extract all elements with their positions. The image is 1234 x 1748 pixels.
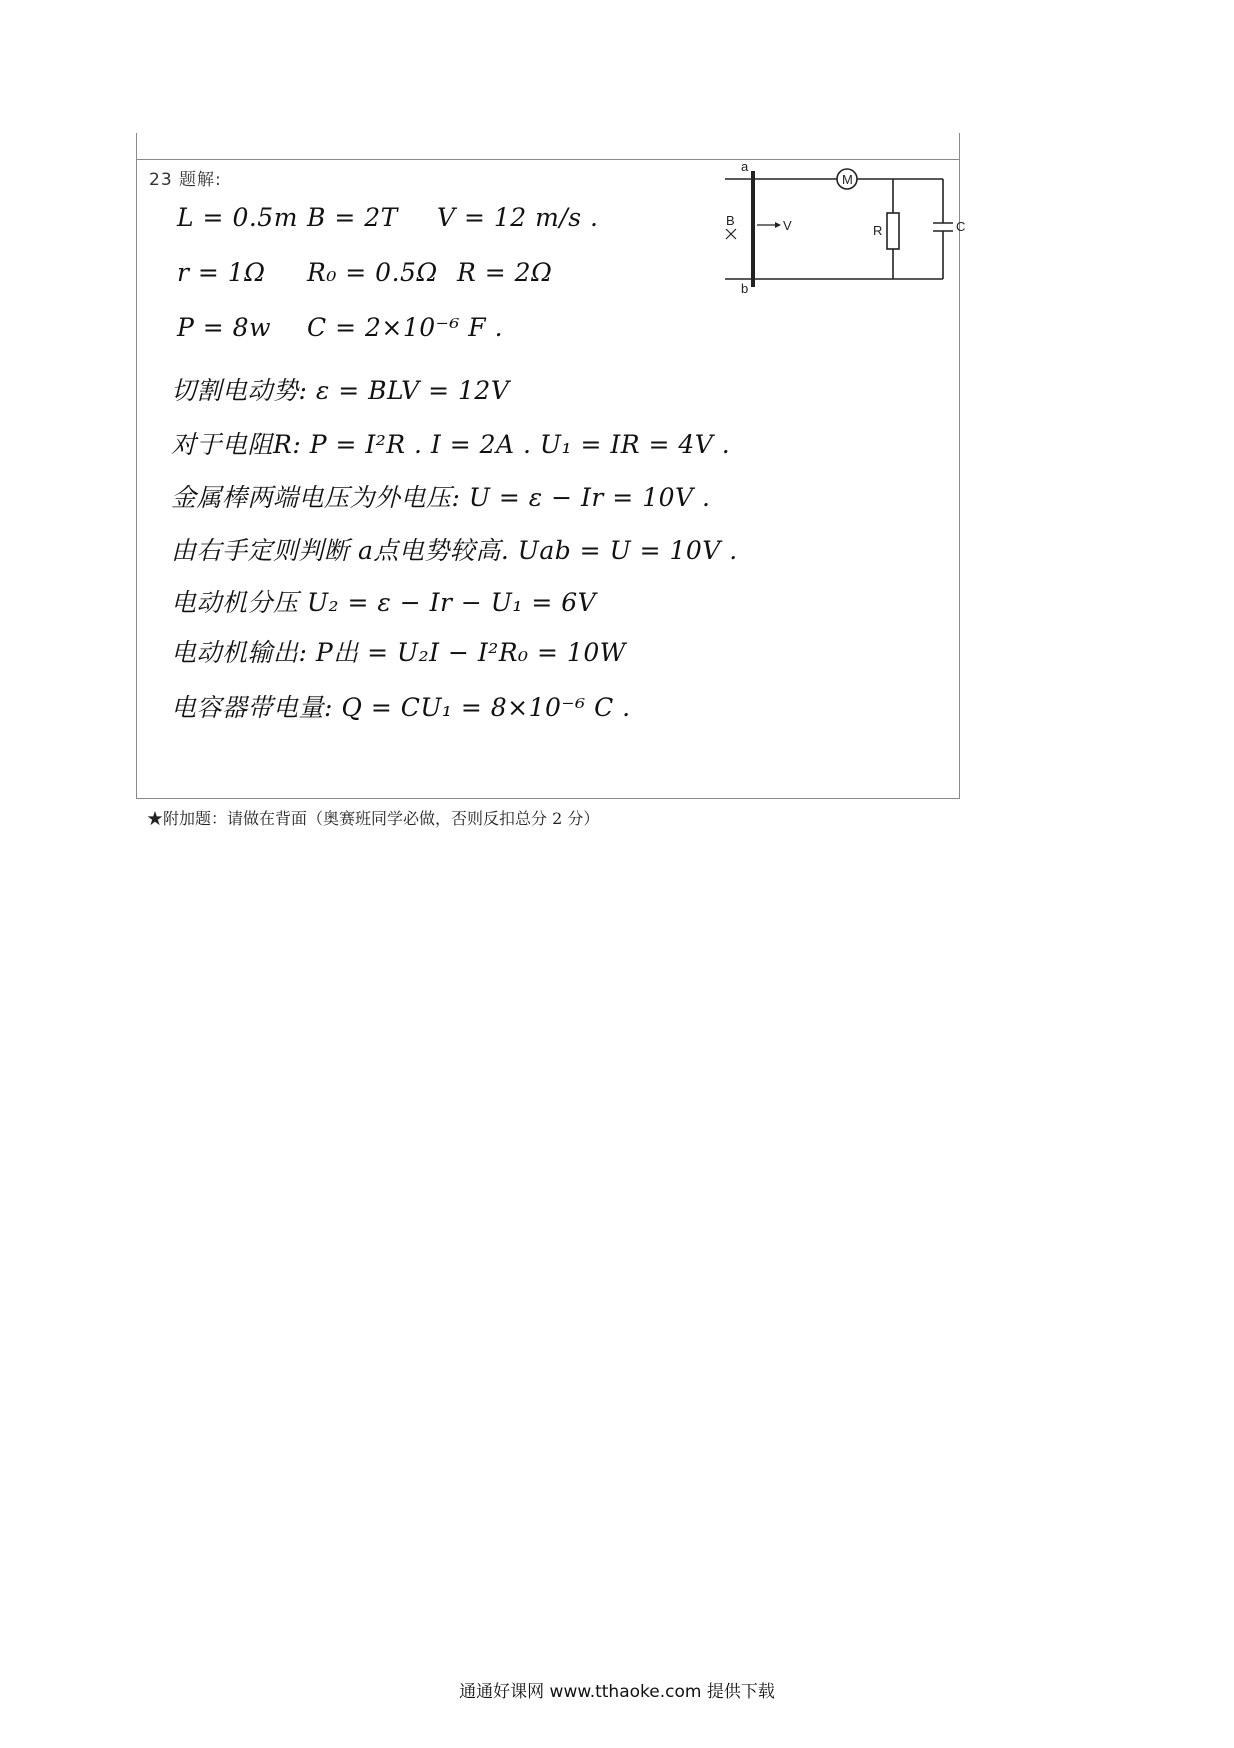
label-b: b [741,281,749,296]
given-r: r = 1Ω [177,258,266,287]
label-resistor: R [873,223,883,238]
given-L: L = 0.5m [177,203,298,232]
solution-line-motor-voltage: 电动机分压 U₂ = ε − Ir − U₁ = 6V [171,588,597,617]
given-C: C = 2×10⁻⁶ F . [307,313,504,342]
download-watermark: 通通好课网 www.tthaoke.com 提供下载 [459,1682,775,1702]
answer-box [136,133,966,799]
solution-line-terminal-voltage: 金属棒两端电压为外电压: U = ε − Ir = 10V . [171,483,711,512]
question-label: 23 题解: [149,170,222,190]
resistor-icon [887,213,899,249]
given-V: V = 12 m/s . [437,203,599,232]
label-a: a [741,159,749,174]
given-B: B = 2T [307,203,398,232]
label-velocity: V [783,218,792,233]
solution-line-right-hand-rule: 由右手定则判断 a点电势较高. Uab = U = 10V . [171,536,738,565]
bonus-question-note: ★附加题：请做在背面（奥赛班同学必做，否则反扣总分 2 分） [147,809,600,828]
box-top-rule [137,159,959,160]
solution-line-capacitor-charge: 电容器带电量: Q = CU₁ = 8×10⁻⁶ C . [171,693,631,722]
given-P: P = 8w [177,313,271,342]
solution-line-current: 对于电阻R: P = I²R . I = 2A . U₁ = IR = 4V . [171,430,731,459]
solution-line-emf: 切割电动势: ε = BLV = 12V [171,376,510,405]
solution-line-motor-output: 电动机输出: P出 = U₂I − I²R₀ = 10W [171,638,626,667]
label-field-B: B [726,213,735,228]
circuit-diagram [715,159,966,296]
label-capacitor: C [956,219,966,234]
label-motor: M [842,172,853,187]
given-R: R = 2Ω [457,258,553,287]
given-R0: R₀ = 0.5Ω [307,258,438,287]
